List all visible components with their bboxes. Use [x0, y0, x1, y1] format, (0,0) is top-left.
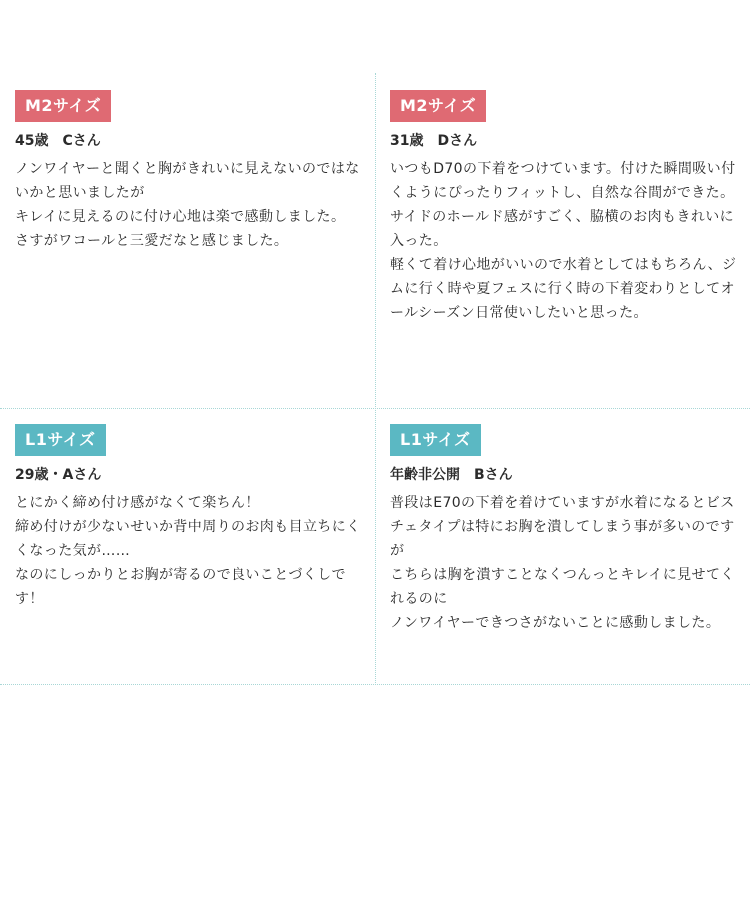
vertical-divider: [375, 73, 376, 685]
review-line: とにかく締め付け感がなくて楽ちん！: [15, 495, 260, 511]
review-text: [15, 491, 365, 611]
reviewer-name: 年齢非公開 Bさん: [390, 467, 513, 483]
review-line: こちらは胸を潰すことなくつんっとキレイに見せてくれるのに: [390, 567, 735, 607]
reviewer-name: 45歳 Cさん: [15, 133, 101, 149]
bottom-divider: [0, 684, 750, 685]
review-card-b: [390, 424, 740, 635]
review-line: さすがワコールと三愛だなと感じました。: [15, 233, 289, 249]
review-text: [15, 157, 365, 253]
review-line: 普段はE70の下着を着けていますが水着になるとビスチェタイプは特にお胸を潰してしまう事が多いのですが: [390, 495, 735, 559]
size-badge: M2サイズ: [390, 90, 486, 122]
review-line: キレイに見えるのに付け心地は楽で感動しました。: [15, 209, 346, 225]
review-line: なのにしっかりとお胸が寄るので良いことづくしです！: [15, 567, 346, 607]
size-badge: L1サイズ: [15, 424, 106, 456]
size-badge: L1サイズ: [390, 424, 481, 456]
review-card-d: [390, 90, 740, 325]
review-line: いつもD70の下着をつけています。付けた瞬間吸い付くようにぴったりフィットし、自然な谷間ができた。: [390, 161, 736, 201]
reviewer-name: 31歳 Dさん: [390, 133, 478, 149]
review-card-c: [15, 90, 365, 253]
review-line: ノンワイヤーできつさがないことに感動しました。: [390, 615, 721, 631]
size-badge: M2サイズ: [15, 90, 111, 122]
review-grid: [0, 73, 750, 685]
review-text: [390, 491, 740, 635]
review-line: サイドのホールド感がすごく、脇横のお肉もきれいに入った。: [390, 209, 735, 249]
horizontal-divider: [0, 408, 750, 409]
reviewer-name: 29歳・Aさん: [15, 467, 102, 483]
review-text: [390, 157, 740, 325]
review-card-a: [15, 424, 365, 611]
review-line: 締め付けが少ないせいか背中周りのお肉も目立ちにくくなった気が……: [15, 519, 361, 559]
review-line: 軽くて着け心地がいいので水着としてはもちろん、ジムに行く時や夏フェスに行く時の下着変わりとしてオールシーズン日常使いしたいと思った。: [390, 257, 737, 321]
review-line: ノンワイヤーと聞くと胸がきれいに見えないのではないかと思いましたが: [15, 161, 360, 201]
